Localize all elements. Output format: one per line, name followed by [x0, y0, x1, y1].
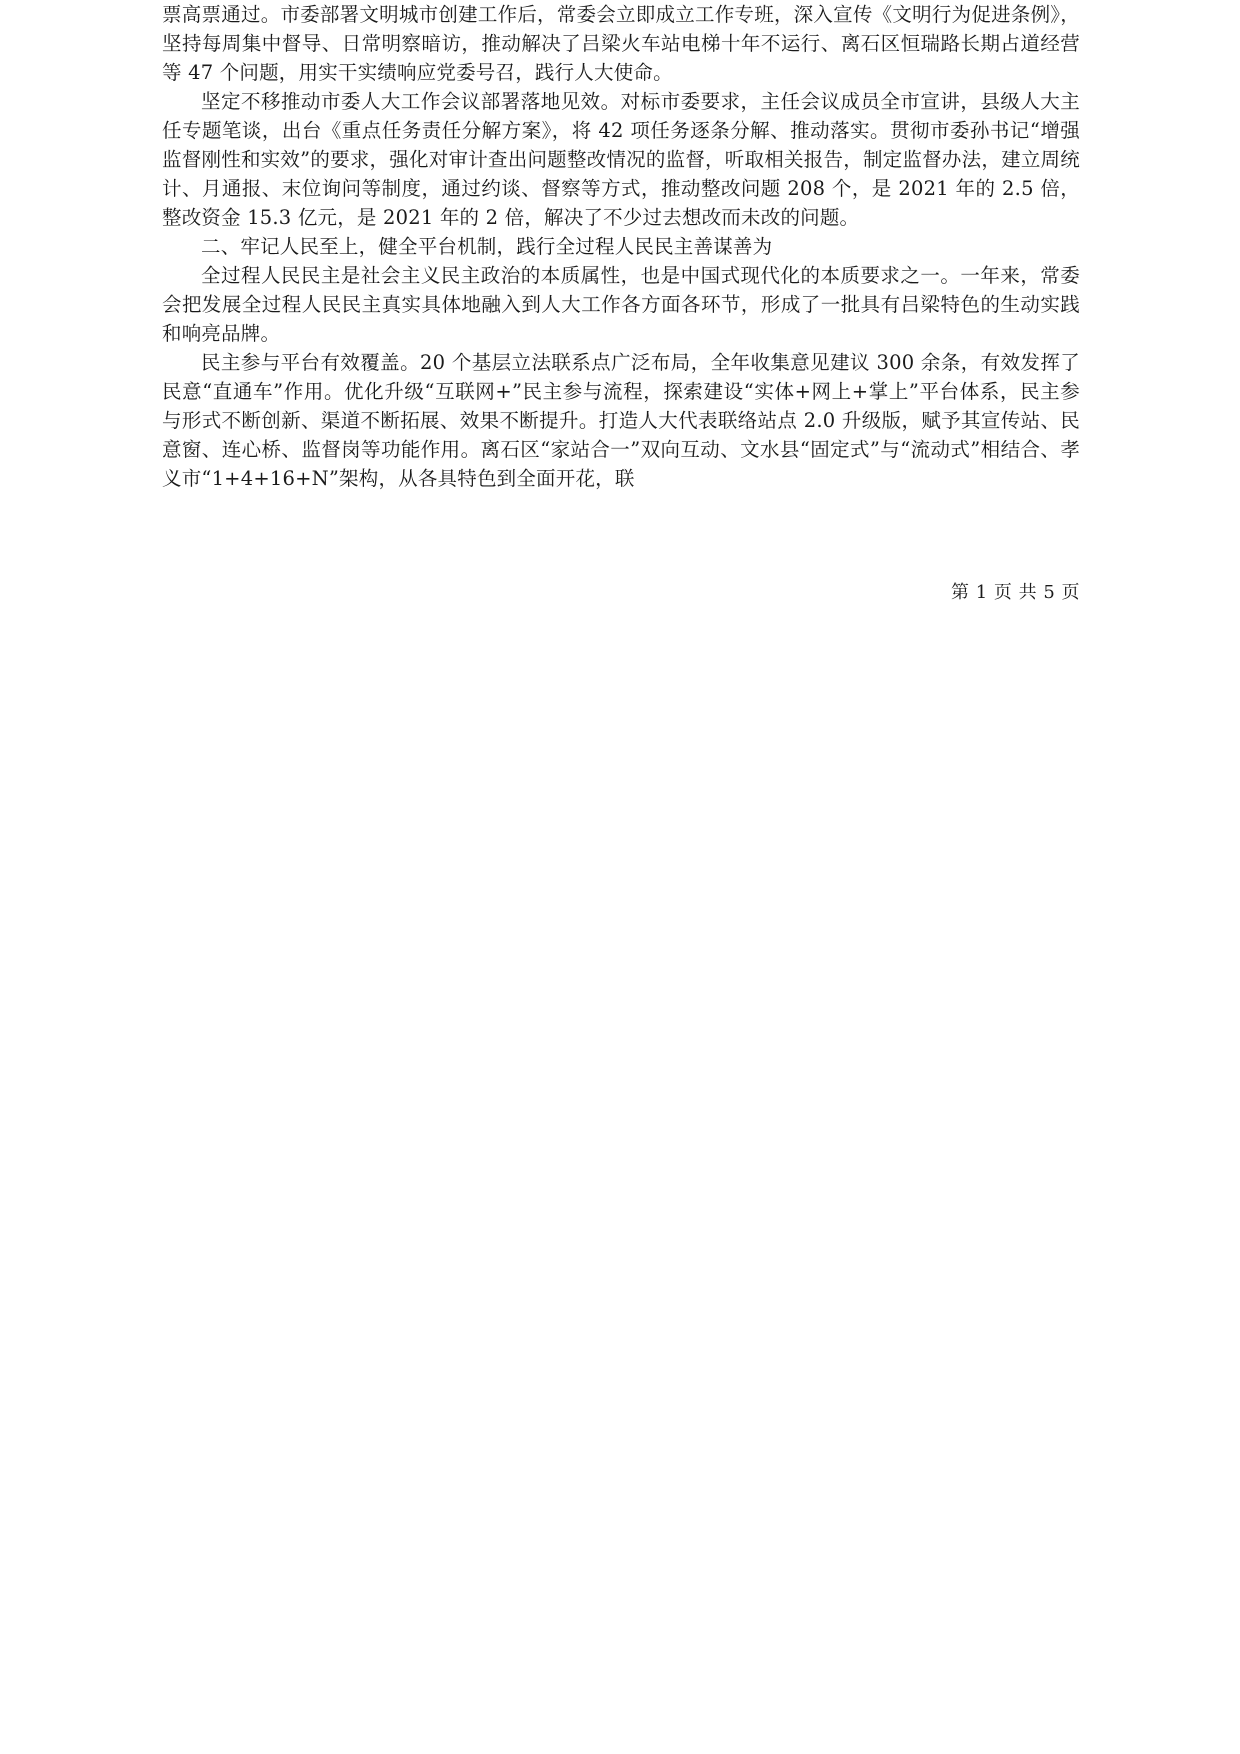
paragraph-3: 全过程人民民主是社会主义民主政治的本质属性，也是中国式现代化的本质要求之一。一年来，常委会把发展全过程人民民主真实具体地融入到人大工作各方面各环节，形成了一批具有吕梁特色的生动实践和响亮品牌。	[162, 264, 1080, 345]
document-body	[162, 0, 1080, 493]
section-heading: 二、牢记人民至上，健全平台机制，践行全过程人民民主善谋善为	[201, 235, 773, 258]
page-number-footer: 第 1 页 共 5 页	[950, 582, 1080, 603]
paragraph-4: 民主参与平台有效覆盖。20 个基层立法联系点广泛布局，全年收集意见建议 300 余条，有效发挥了民意“直通车”作用。优化升级“互联网+”民主参与流程，探索建设“实体+网上+掌上”平台体系，民主参与形式不断创新、渠道不断拓展、效果不断提升。打造人大代表联络站点 2.0 升级版，赋予其宣传站、民意窗、连心桥、监督岗等功能作用。离石区“家站合一”双向互动、文水县“固定式”与“流动式”相结合、孝义市“1+4+16+N”架构，从各具特色到全面开花，联	[162, 351, 1080, 490]
paragraph-2: 坚定不移推动市委人大工作会议部署落地见效。对标市委要求，主任会议成员全市宣讲，县级人大主任专题笔谈，出台《重点任务责任分解方案》，将 42 项任务逐条分解、推动落实。贯彻市委孙书记“增强监督刚性和实效”的要求，强化对审计查出问题整改情况的监督，听取相关报告，制定监督办法，建立周统计、月通报、末位询问等制度，通过约谈、督察等方式，推动整改问题 208 个，是 2021 年的 2.5 倍，整改资金 15.3 亿元，是 2021 年的 2 倍，解决了不少过去想改而未改的问题。	[162, 90, 1080, 229]
paragraph-1: 票高票通过。市委部署文明城市创建工作后，常委会立即成立工作专班，深入宣传《文明行为促进条例》，坚持每周集中督导、日常明察暗访，推动解决了吕梁火车站电梯十年不运行、离石区恒瑞路长期占道经营等 47 个问题，用实干实绩响应党委号召，践行人大使命。	[162, 3, 1080, 84]
